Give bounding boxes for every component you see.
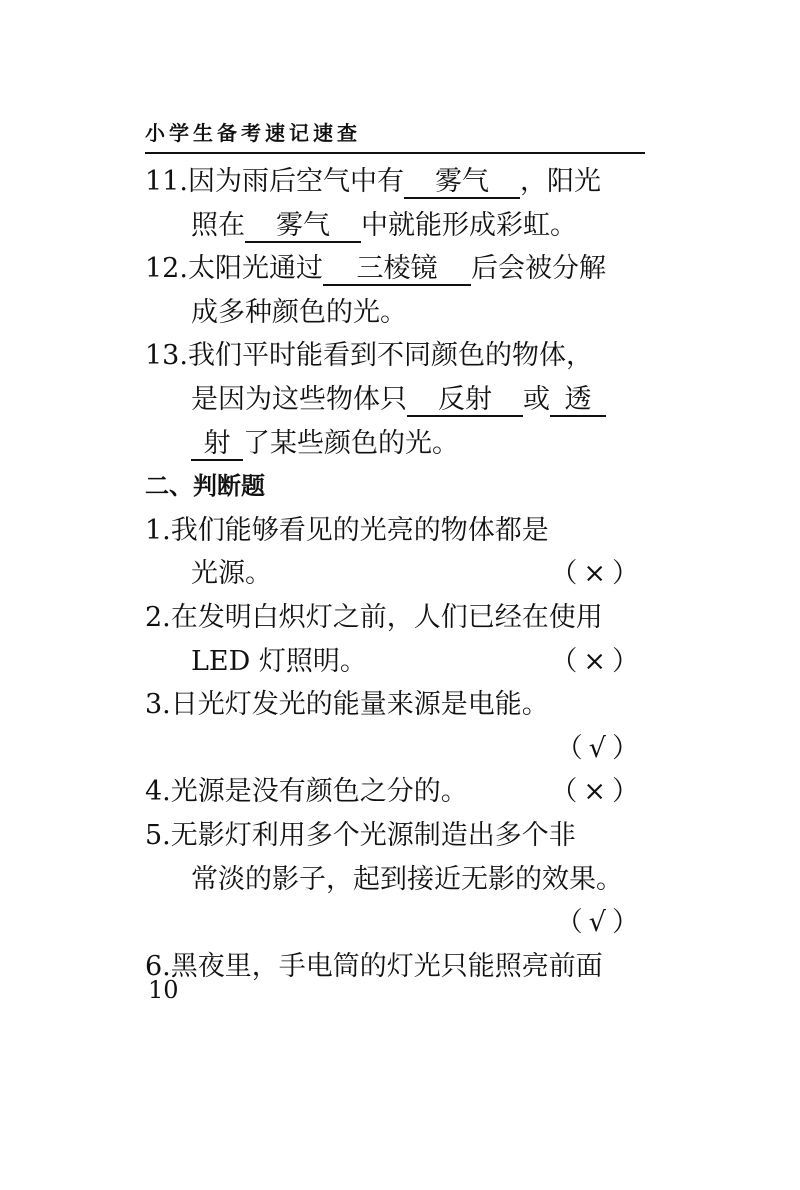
j5-line-2 — [145, 858, 645, 902]
q12-line-1 — [145, 247, 645, 291]
q13-text: 或 — [523, 383, 550, 415]
j2-answer: （×） — [550, 645, 645, 677]
j2-text: LED 灯照明。 — [191, 645, 367, 677]
j5-line-1 — [145, 814, 645, 858]
j5-text: 5.无影灯利用多个光源制造出多个非 — [145, 819, 576, 851]
q13-line-1 — [145, 334, 645, 378]
j2-text: 2.在发明白炽灯之前，人们已经在使用 — [145, 601, 603, 633]
q13-line-2 — [145, 378, 645, 422]
q11-line-1 — [145, 160, 645, 204]
running-header: 小学生备考速记速查 — [145, 117, 645, 154]
q13-blank-2a: 透 — [550, 385, 606, 417]
j5-answer: （√） — [555, 907, 645, 939]
j4-line-1 — [145, 770, 645, 814]
j3-text: 3.日光灯发光的能量来源是电能。 — [145, 689, 549, 721]
j1-line-2 — [145, 552, 645, 596]
q11-blank-1: 雾气 — [404, 167, 520, 199]
q11-text: ，阳光 — [519, 166, 601, 197]
q12-text: 成多种颜色的光。 — [191, 296, 407, 328]
q11-line-2 — [145, 204, 645, 248]
q13-text: 是因为这些物体只 — [191, 383, 407, 415]
j1-line-1 — [145, 509, 645, 553]
q11-text: 11.因为雨后空气中有 — [145, 166, 404, 197]
q13-blank-2b: 射 — [191, 429, 243, 461]
q11-blank-2: 雾气 — [245, 211, 361, 243]
j2-line-1 — [145, 596, 645, 640]
j1-text: 光源。 — [191, 558, 272, 590]
j4-text: 4.光源是没有颜色之分的。 — [145, 776, 468, 808]
j5-text: 常淡的影子，起到接近无影的效果。 — [191, 863, 623, 895]
j6-line-1 — [145, 945, 645, 989]
q11-text: 照在 — [191, 209, 245, 241]
page-content — [145, 160, 645, 988]
j4-answer: （×） — [550, 776, 645, 808]
q13-text: 13.我们平时能看到不同颜色的物体， — [145, 340, 593, 372]
q13-text: 了某些颜色的光。 — [243, 427, 459, 459]
j6-text: 6.黑夜里，手电筒的灯光只能照亮前面 — [145, 950, 603, 982]
j3-answer: （√） — [555, 732, 645, 764]
q13-line-3 — [145, 422, 645, 466]
q12-line-2 — [145, 291, 645, 335]
q12-blank-1: 三棱镜 — [323, 254, 471, 286]
q11-text: 中就能形成彩虹。 — [361, 209, 577, 241]
q12-text: 后会被分解 — [470, 253, 606, 285]
q13-blank-1: 反射 — [407, 385, 523, 417]
section-title: 二、判断题 — [145, 472, 265, 501]
page-number: 10 — [148, 976, 179, 1004]
j2-line-2 — [145, 640, 645, 684]
j1-text: 1.我们能够看见的光亮的物体都是 — [145, 514, 549, 546]
j1-answer: （×） — [550, 558, 645, 590]
q12-text: 12.太阳光通过 — [145, 253, 323, 285]
j3-line-1 — [145, 683, 645, 727]
